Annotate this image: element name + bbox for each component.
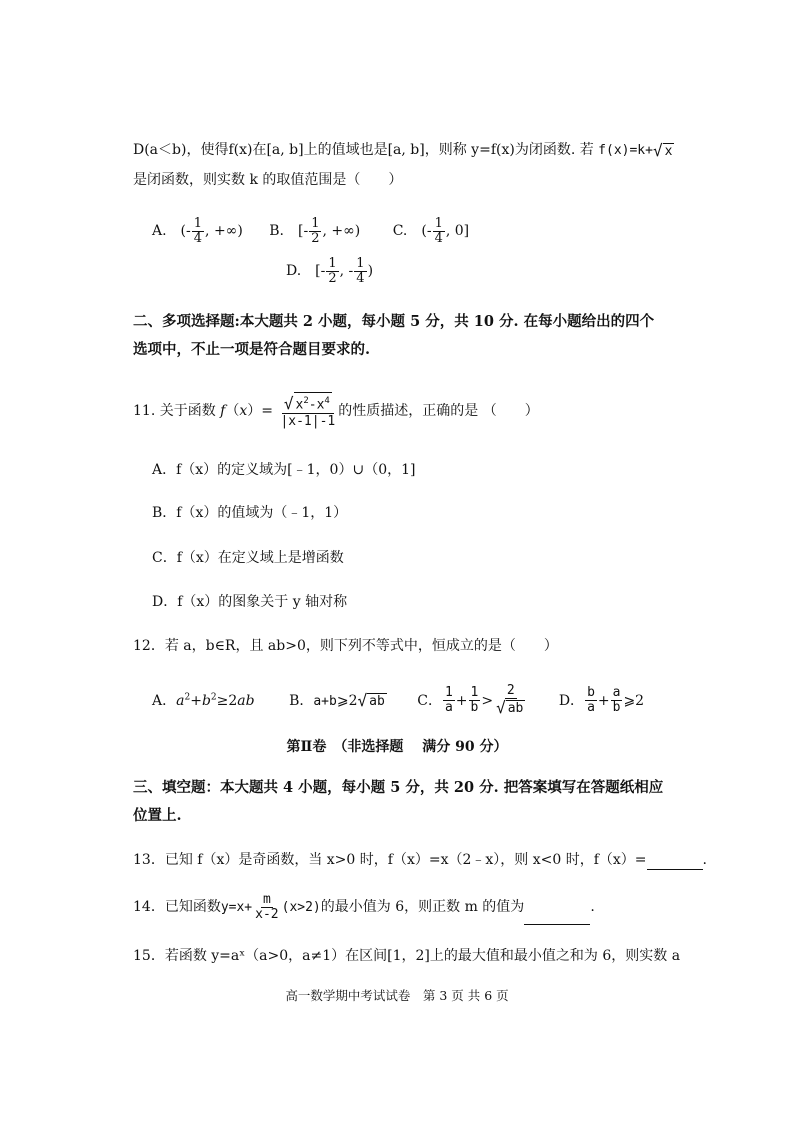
q15-line: 15．若函数 y=aˣ（a>0，a≠1）在区间[1，2]上的最大值和最小值之和为 6，则实数 a [133, 948, 681, 964]
q12-option-d: D． $\frac{b}{a}$ + $\frac{a}{b}$ ⩾2 [558, 685, 645, 716]
q10-continuation-line2: 是闭函数，则实数 k 的取值范围是（ ） [133, 172, 403, 188]
q13-line: 13．已知 f（x）是奇函数，当 x>0 时，f（x）=x（2﹣x），则 x<0 时，f（x）= . [133, 852, 707, 868]
q12-stem: 12．若 a，b∈R，且 ab>0，则下列不等式中，恒成立的是（ ） [133, 638, 558, 654]
page-footer: 高一数学期中考试试卷 第 3 页 共 6 页 [285, 988, 509, 1003]
q13-answer-blank[interactable] [647, 869, 703, 870]
q12-option-a: A．$a^2+b^2\ge 2ab$ [152, 692, 255, 709]
section3-heading: 三、填空题：本大题共 4 小题，每小题 5 分，共 20 分. 把答案填写在答题纸相应位置上. [133, 779, 664, 824]
q10-continuation-line1: D(a＜b)，使得f(x)在[a, b]上的值域也是[a, b]，则称 y=f(x)为闭函数. 若 f(x)=k+ √ x [133, 140, 673, 160]
q11-option-c: C．f（x）在定义域上是增函数 [152, 550, 344, 566]
q14-answer-blank[interactable] [524, 924, 590, 925]
part2-title: 第Ⅱ卷 （非选择题 满分 90 分） [286, 739, 508, 755]
q11-stem: 11. 关于函数 f（x）= √ $x^2-x^4$ |x-1|-1 的性质描述，正确的是 （ ） [133, 392, 539, 430]
section2-heading: 二、多项选择题:本大题共 2 小题，每小题 5 分，共 10 分. 在每小题给出的四个选项中，不止一项是符合题目要求的. [133, 313, 655, 358]
q10-function-formula: f(x)=k+ √ x [598, 140, 673, 160]
q11-option-a: A．f（x）的定义域为[﹣1，0）∪（0，1] [152, 462, 416, 478]
q10-options-row1 [152, 216, 469, 246]
q10-option-d: D. [- $\frac{1}{2}$ , - $\frac{1}{4}$ ) [286, 255, 374, 286]
q10-option-a: A. (- $\frac{1}{4}$ , +∞) [152, 215, 243, 246]
q11-option-b: B．f（x）的值域为（﹣1，1） [152, 505, 348, 521]
q14-line: 14．已知函数y=x+ $\frac{m}{x-2}$ (x>2)的最小值为 6，则正数 m 的值为 . [133, 890, 595, 925]
q12-option-c: C． $\frac{1}{a}$ + $\frac{1}{b}$ > 2 √ ab [417, 683, 524, 718]
q11-function-fraction: √ $x^2-x^4$ |x-1|-1 [278, 392, 337, 430]
q14-function-formula: y=x+ $\frac{m}{x-2}$ (x>2) [220, 892, 321, 922]
q10-option-c: C. (- $\frac{1}{4}$ , 0] [392, 215, 470, 246]
q10-option-b: B. [- $\frac{1}{2}$ , +∞) [269, 215, 361, 246]
q11-option-d: D．f（x）的图象关于 y 轴对称 [152, 594, 348, 610]
q12-options-row [152, 680, 644, 719]
q12-option-b: B．a+b⩾2 √ ab [289, 690, 385, 710]
